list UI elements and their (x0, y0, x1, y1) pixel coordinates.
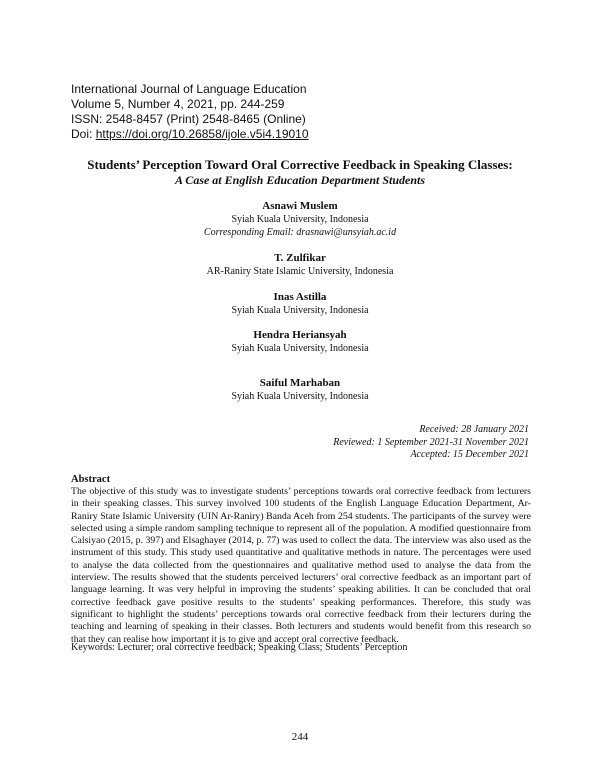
paper-title: Students’ Perception Toward Oral Corrective Feedback in Speaking Classes: (87, 157, 513, 172)
doi-link[interactable]: https://doi.org/10.26858/ijole.v5i4.19010 (95, 127, 309, 141)
submission-dates (333, 424, 529, 462)
author-name: T. Zulfikar (274, 252, 326, 264)
author-email: Corresponding Email: drasnawi@unsyiah.ac.id (203, 227, 397, 238)
doi-label: Doi: (71, 127, 96, 141)
author-affiliation: Syiah Kuala University, Indonesia (231, 343, 369, 354)
journal-volume: Volume 5, Number 4, 2021, pp. 244-259 (71, 97, 285, 111)
paper-subtitle: A Case at English Education Department Students (174, 173, 426, 187)
abstract-heading: Abstract (71, 474, 111, 485)
author-affiliation: Syiah Kuala University, Indonesia (231, 391, 369, 402)
author-block (100, 328, 500, 355)
journal-issn: ISSN: 2548-8457 (Print) 2548-8465 (Online) (71, 112, 306, 126)
page-number: 244 (291, 731, 309, 743)
author-affiliation: AR-Raniry State Islamic University, Indonesia (206, 266, 394, 277)
journal-header (71, 82, 491, 142)
journal-name: International Journal of Language Education (71, 82, 307, 96)
accepted-date: Accepted: 15 December 2021 (410, 449, 529, 460)
author-block (100, 376, 500, 403)
author-affiliation: Syiah Kuala University, Indonesia (231, 305, 369, 316)
author-block (100, 251, 500, 278)
abstract-text: The objective of this study was to investigate students’ perceptions towards oral corrective feedback from lecturers in their speaking classes. This survey involved 100 students of the English Language Education Department, Ar-Raniry State Islamic University (UIN Ar-Raniry) Banda Aceh from 254 students. The participants of the survey were selected using a simple random sampling technique to represent all of the population. A modified questionnaire from Calsiyao (2015, p. 397) and Elsaghayer (2014, p. 77) was used to collect the data. The interview was also used as the instrument of this study. This study used quantitative and qualitative methods in nature. The percentages were used to analyse the data collected from the questionnaires and qualitative method used to analyse the data from the interview. The results showed that the students perceived lecturers’ oral corrective feedback as an important part of language learning. It was very helpful in improving the students’ speaking abilities. It can be concluded that oral corrective feedback gave positive results to the students’ speaking performances. Therefore, this study was significant to highlight the students’ perceptions towards oral corrective feedback from their lecturers during the teaching and learning of speaking in their classes. Both lecturers and students would benefit from this research so that they can realise how important it is to give and accept oral corrective feedback. (71, 486, 531, 645)
journal-doi (71, 127, 491, 142)
author-name: Hendra Heriansyah (253, 329, 347, 341)
author-name: Inas Astilla (273, 291, 327, 303)
author-name: Asnawi Muslem (262, 200, 338, 212)
author-block (100, 199, 500, 239)
reviewed-date: Reviewed: 1 September 2021-31 November 2021 (333, 436, 529, 448)
author-name: Saiful Marhaban (259, 377, 341, 389)
keywords: Keywords: Lecturer; oral corrective feedback; Speaking Class; Students’ Perception (71, 642, 408, 653)
author-affiliation: Syiah Kuala University, Indonesia (231, 214, 369, 225)
author-block (100, 290, 500, 317)
received-date: Received: 28 January 2021 (419, 424, 529, 435)
